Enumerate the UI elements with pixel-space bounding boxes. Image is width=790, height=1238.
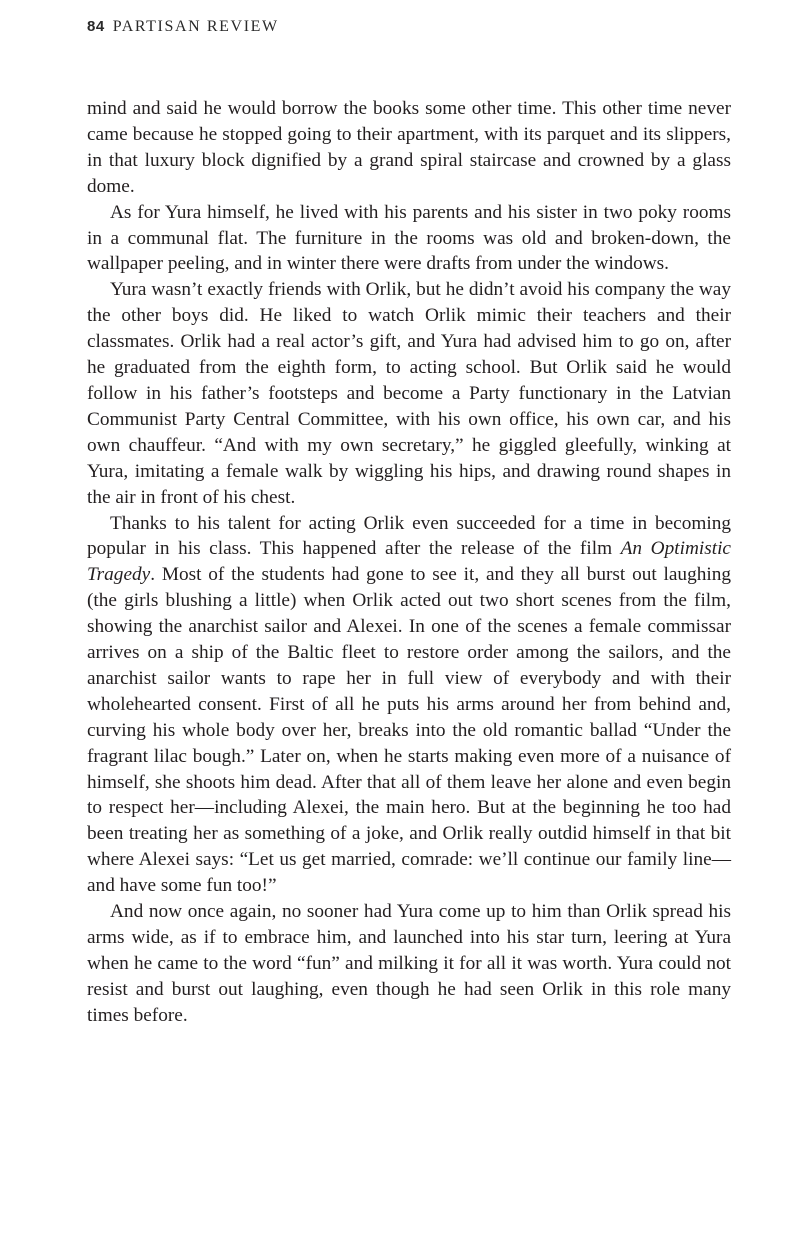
- paragraph: [87, 96, 731, 200]
- paragraph: [87, 200, 731, 278]
- paragraph-text: As for Yura himself, he lived with his parents and his sister in two poky rooms in a communal flat. The furniture in the rooms was old and broken-down, the wallpaper peeling, and in winter there were drafts from under the windows.: [87, 201, 731, 275]
- film-title: An Optimistic Tragedy: [87, 538, 731, 586]
- paragraph-text: . Most of the students had gone to see it, and they all burst out laughing (the girls blushing a little) when Orlik acted out two short scenes from the film, showing the anarchist sailor and Alexei. In one of the scenes a female commissar arrives on a ship of the Baltic fleet to restore order among the sailors, and the anarchist sailor wants to rape her in full view of everybody and with their wholehearted consent. First of all he puts his arms around her from behind and, curving his whole body over her, breaks into the old romantic ballad “Under the fragrant lilac bough.” Later on, when he starts making even more of a nuisance of himself, she shoots him dead. After that all of them leave her alone and even begin to respect her—including Alexei, the main hero. But at the beginning he too had been treating her as something of a joke, and Orlik really outdid himself in that bit where Alexei says: “Let us get married, comrade: we’ll continue our family line—and have some fun too!”: [87, 564, 731, 897]
- body-text: [87, 96, 731, 1029]
- page-number: 84: [87, 18, 105, 35]
- paragraph-text: And now once again, no sooner had Yura come up to him than Orlik spread his arms wide, as if to embrace him, and launched into his star turn, leering at Yura when he came to the word “fun” and milking it for all it was worth. Yura could not resist and burst out laughing, even though he had seen Orlik in this role many times before.: [87, 901, 731, 1026]
- paragraph: [87, 511, 731, 900]
- paragraph-text: Thanks to his talent for acting Orlik even succeeded for a time in becoming popular in his class. This happened after the release of the film: [87, 512, 731, 560]
- paragraph: [87, 899, 731, 1029]
- paragraph-text: mind and said he would borrow the books some other time. This other time never came because he stopped going to their apartment, with its parquet and its slippers, in that luxury block dignified by a grand spiral staircase and crowned by a glass dome.: [87, 98, 731, 197]
- running-head: [87, 18, 279, 36]
- paragraph-text: Yura wasn’t exactly friends with Orlik, but he didn’t avoid his company the way the other boys did. He liked to watch Orlik mimic their teachers and their classmates. Orlik had a real actor’s gift, and Yura had advised him to go on, after he graduated from the eighth form, to acting school. But Orlik said he would follow in his father’s footsteps and become a Party functionary in the Latvian Communist Party Central Committee, with his own office, his own car, and his own chauffeur. “And with my own secretary,” he giggled gleefully, winking at Yura, imitating a female walk by wiggling his hips, and drawing round shapes in the air in front of his chest.: [87, 279, 731, 508]
- journal-title: PARTISAN REVIEW: [112, 18, 279, 35]
- paragraph: [87, 277, 731, 510]
